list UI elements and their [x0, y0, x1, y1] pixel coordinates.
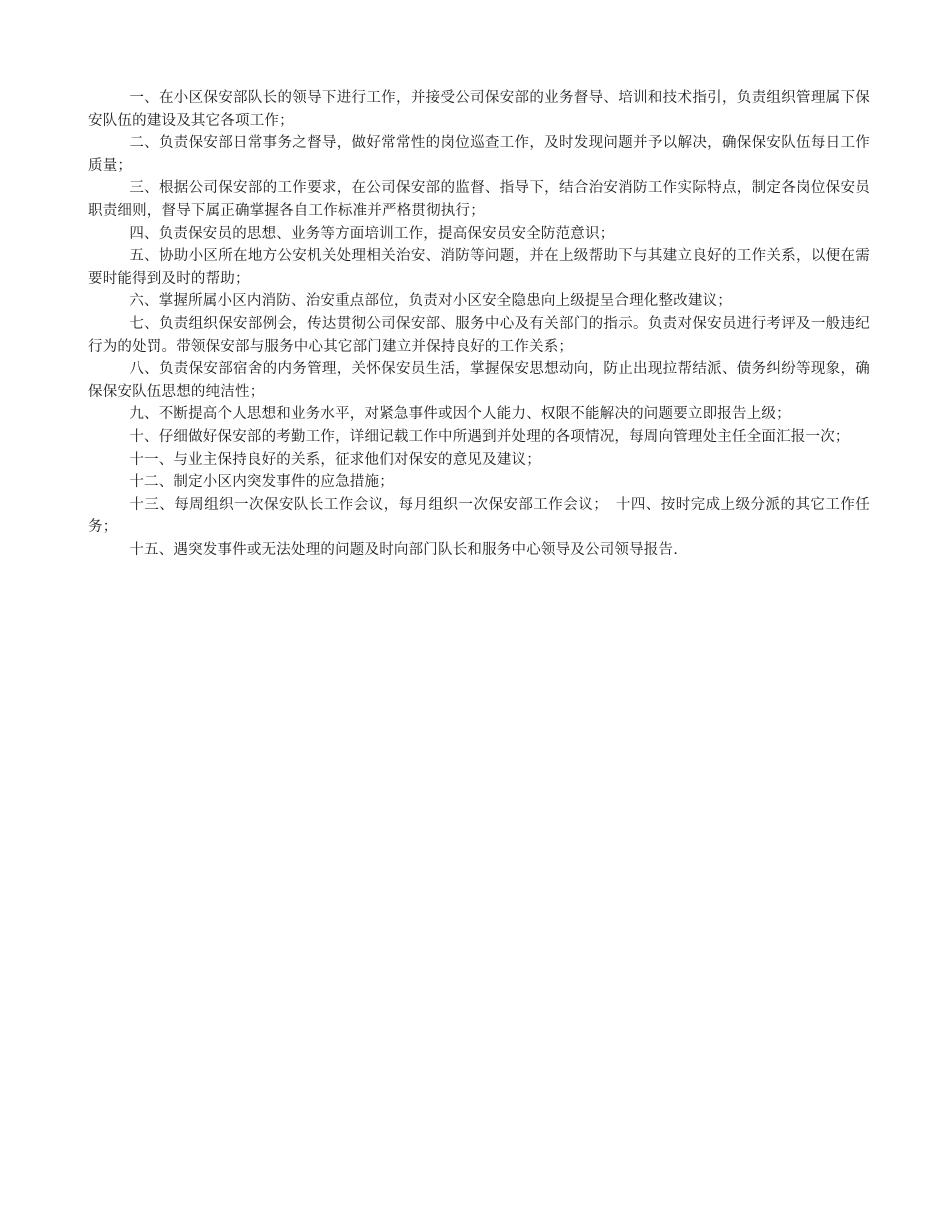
duty-paragraph-15: 十五、遇突发事件或无法处理的问题及时向部门队长和服务中心领导及公司领导报告.	[129, 541, 679, 558]
duty-paragraph-1: 一、在小区保安部队长的领导下进行工作，并接受公司保安部的业务督导、培训和技术指引，负责组织管理属下保安队伍的建设及其它各项工作；	[88, 90, 870, 129]
duty-paragraph-3: 三、根据公司保安部的工作要求，在公司保安部的监督、指导下，结合治安消防工作实际特点，制定各岗位保安员职责细则，督导下属正确掌握各自工作标准并严格贯彻执行；	[88, 180, 870, 219]
duty-paragraph-8: 八、负责保安部宿舍的内务管理，关怀保安员生活，掌握保安思想动向，防止出现拉帮结派、债务纠纷等现象，确保保安队伍思想的纯洁性；	[88, 361, 870, 400]
duty-paragraph-5: 五、协助小区所在地方公安机关处理相关治安、消防等问题，并在上级帮助下与其建立良好的工作关系，以便在需要时能得到及时的帮助；	[88, 248, 870, 287]
duty-paragraph-4: 四、负责保安员的思想、业务等方面培训工作，提高保安员安全防范意识；	[129, 225, 615, 242]
duty-paragraph-11: 十一、与业主保持良好的关系，征求他们对保安的意见及建议；	[129, 451, 541, 468]
duty-paragraph-9: 九、不断提高个人思想和业务水平，对紧急事件或因个人能力、权限不能解决的问题要立即报告上级；	[129, 406, 791, 423]
duty-paragraph-13: 十三、每周组织一次保安队长工作会议，每月组织一次保安部工作会议； 十四、按时完成上级分派的其它工作任务；	[88, 496, 870, 536]
duty-paragraph-10: 十、仔细做好保安部的考勤工作，详细记载工作中所遇到并处理的各项情况，每周向管理处主任全面汇报一次；	[129, 428, 850, 445]
duty-paragraph-6: 六、掌握所属小区内消防、治安重点部位，负责对小区安全隐患向上级提呈合理化整改建议；	[129, 293, 733, 310]
duty-paragraph-2: 二、负责保安部日常事务之督导，做好常常性的岗位巡查工作，及时发现问题并予以解决，确保保安队伍每日工作质量；	[88, 135, 870, 174]
duty-paragraph-7: 七、负责组织保安部例会，传达贯彻公司保安部、服务中心及有关部门的指示。负责对保安员进行考评及一般违纪行为的处罚。带领保安部与服务中心其它部门建立并保持良好的工作关系；	[88, 315, 870, 355]
document-body	[88, 87, 870, 561]
duty-paragraph-12: 十二、制定小区内突发事件的应急措施；	[129, 474, 394, 491]
